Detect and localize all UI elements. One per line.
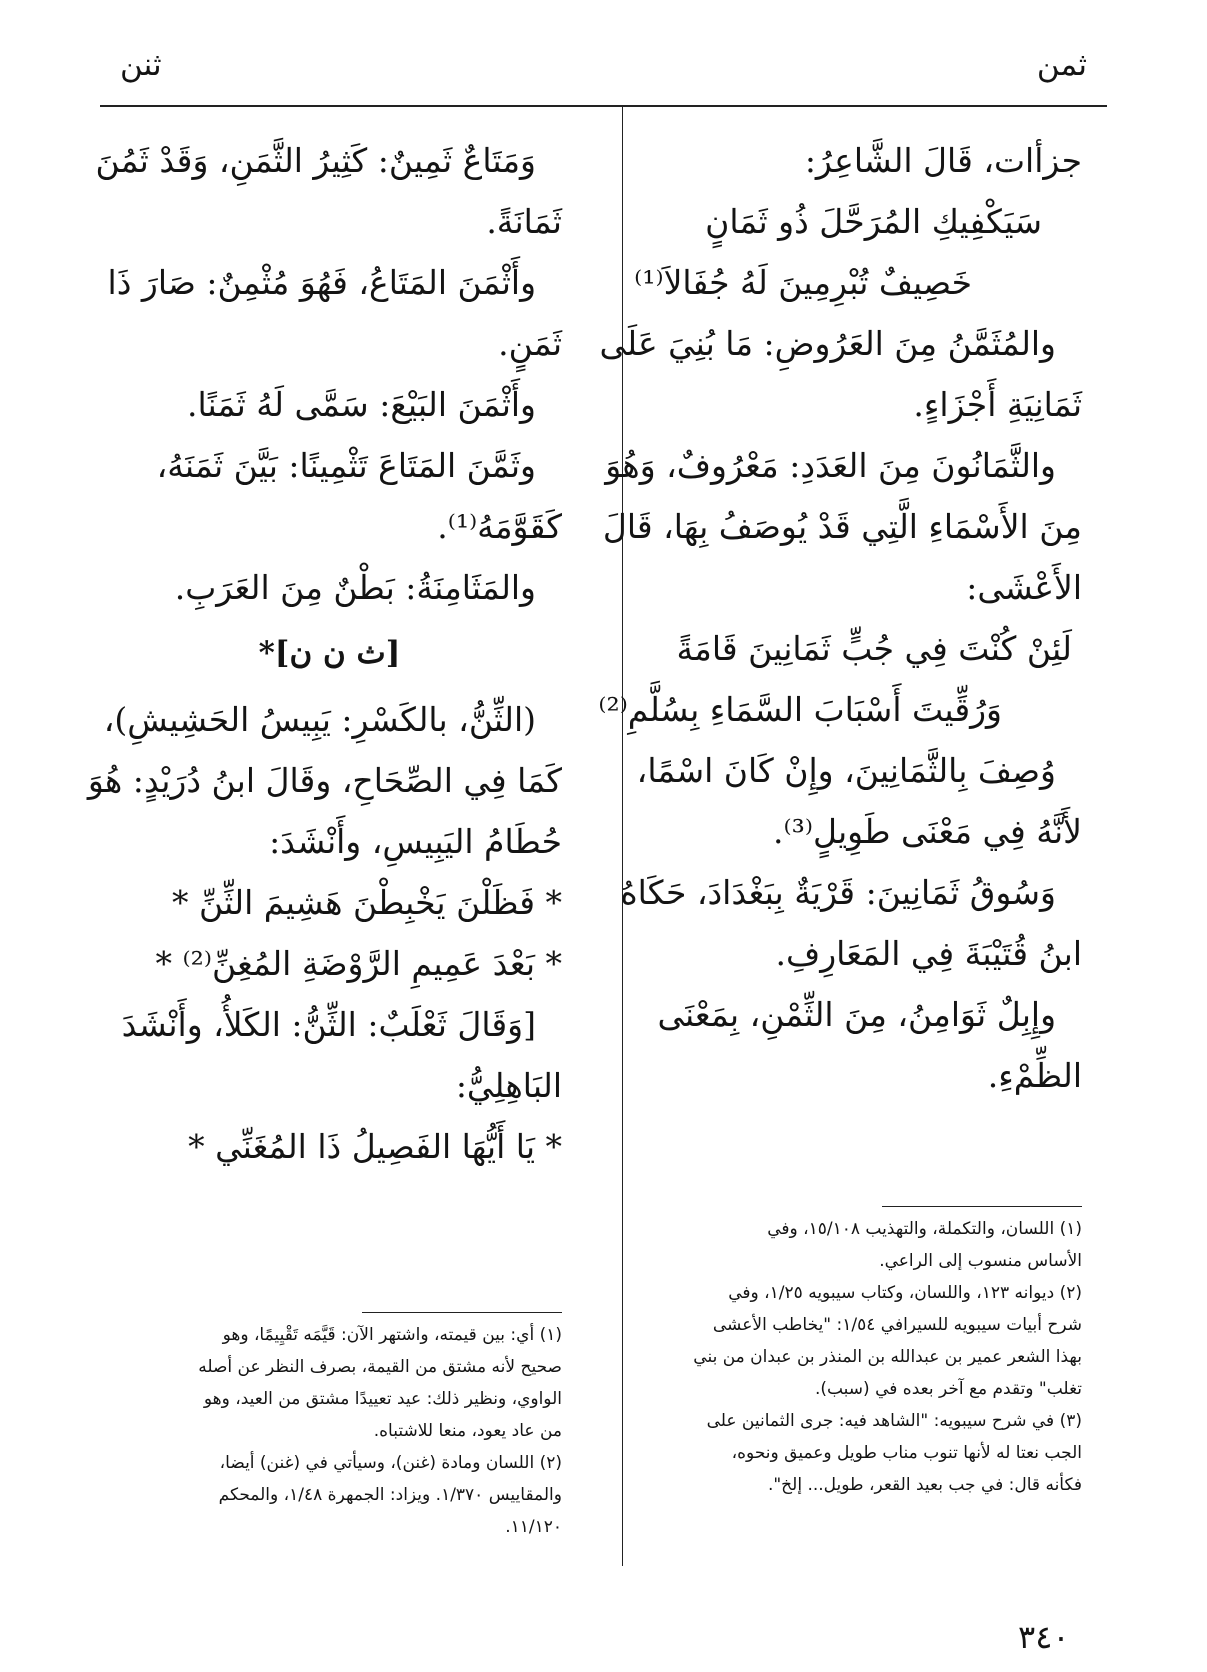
verse-line: لَئِنْ كُنْتَ فِي جُبٍّ ثَمَانِينَ قَامَةً bbox=[676, 629, 1072, 668]
footnote-line: الجب نعتا له لأنها تنوب مناب طويل وعميق ونحوه، bbox=[731, 1443, 1082, 1463]
text-line: وأَثْمَنَ المَتَاعُ، فَهُوَ مُثْمِنٌ: صَارَ ذَا bbox=[107, 263, 536, 302]
text-line: وُصِفَ بِالثَّمَانِينَ، وإِنْ كَانَ اسْمًا، bbox=[636, 751, 1056, 790]
text-line: الظِّمْءِ. bbox=[987, 1056, 1082, 1095]
text-line: وَسُوقُ ثَمَانِينَ: قَرْيَةٌ بِبَغْدَادَ، حَكَاهُ bbox=[620, 873, 1056, 912]
footnote-rule-left bbox=[362, 1312, 562, 1313]
text-line: مِنَ الأَسْمَاءِ الَّتِي قَدْ يُوصَفُ بِهَا، قَالَ bbox=[602, 507, 1082, 546]
text-line: وثَمَّنَ المَتَاعَ تَثْمِينًا: بَيَّنَ ثَمَنَهُ، bbox=[156, 446, 536, 485]
text-line: البَاهِلِيُّ: bbox=[455, 1066, 562, 1105]
footnote-line: تغلب" وتقدم مع آخر بعده في (سبب). bbox=[814, 1379, 1082, 1399]
verse-line: * فَظَلْنَ يَخْبِطْنَ هَشِيمَ الثِّنِّ * bbox=[171, 883, 562, 922]
footnote-line: صحيح لأنه مشتق من القيمة، بصرف النظر عن أصله bbox=[198, 1357, 562, 1377]
text-line: [وَقَالَ ثَعْلَبٌ: الثِّنُّ: الكَلأُ، وأَنْشَدَ bbox=[121, 1005, 536, 1044]
text-line: وإِبِلٌ ثَوَامِنُ، مِنَ الثِّمْنِ، بِمَعْنَى bbox=[657, 995, 1056, 1034]
header-root-right: ثمن bbox=[1036, 47, 1087, 83]
footnote-line: والمقاييس ١/٣٧٠. ويزاد: الجمهرة ١/٤٨، والمحكم bbox=[218, 1485, 562, 1505]
text-line: جزأات، قَالَ الشَّاعِرُ: bbox=[804, 141, 1082, 180]
left-column bbox=[87, 130, 562, 1177]
verse-line: سَيَكْفِيكِ المُرَحَّلَ ذُو ثَمَانٍ bbox=[705, 202, 1042, 241]
text-line: والمُثَمَّنُ مِنَ العَرُوضِ: مَا بُنِيَ عَلَى bbox=[599, 324, 1056, 363]
text-line: ثَمَنٍ. bbox=[498, 324, 562, 363]
footnote-line: من عاد يعود، منعا للاشتباه. bbox=[373, 1421, 562, 1441]
text-line: والثَّمَانُونَ مِنَ العَدَدِ: مَعْرُوفٌ، وَهُوَ bbox=[605, 446, 1056, 485]
text-line: كَمَا فِي الصِّحَاحِ، وقَالَ ابنُ دُرَيْدٍ: هُوَ bbox=[87, 761, 562, 800]
text-line: كَقَوَّمَهُ⁽¹⁾. bbox=[437, 507, 562, 546]
text-line: ثَمَانَةً. bbox=[486, 202, 562, 241]
text-line: لأَنَّهُ فِي مَعْنَى طَوِيلٍ⁽³⁾. bbox=[773, 812, 1082, 851]
footnote-line: (١) أي: بين قيمته، واشتهر الآن: قَيَّمَه تَقْيِيمًا، وهو bbox=[222, 1325, 562, 1345]
footnotes-right bbox=[612, 1213, 1082, 1501]
verse-line: خَصِيفٌ تُبْرِمِينَ لَهُ جُفَالاَ⁽¹⁾ bbox=[634, 263, 972, 302]
footnote-line: فكأنه قال: في جب بعيد القعر، طويل... إلخ". bbox=[767, 1475, 1082, 1495]
verse-line: وَرُقِّيتَ أَسْبَابَ السَّمَاءِ بِسُلَّمِ⁽²⁾ bbox=[598, 690, 1002, 729]
text-line: (الثِّنُّ، بالكَسْرِ: يَبِيسُ الحَشِيشِ)، bbox=[103, 700, 536, 739]
text-line: ابنُ قُتَيْبَةَ فِي المَعَارِفِ. bbox=[775, 934, 1082, 973]
footnote-line: الأساس منسوب إلى الراعي. bbox=[879, 1251, 1082, 1271]
text-line: وأَثْمَنَ البَيْعَ: سَمَّى لَهُ ثَمَنًا. bbox=[186, 385, 536, 424]
page-number: ٣٤٠ bbox=[1018, 1618, 1070, 1656]
footnote-line: ١١/١٢٠. bbox=[505, 1517, 562, 1537]
text-line: والمَثَامِنَةُ: بَطْنٌ مِنَ العَرَبِ. bbox=[174, 568, 536, 607]
footnote-line: (٢) اللسان ومادة (غنن)، وسيأتي في (غنن) أيضا، bbox=[219, 1453, 562, 1473]
footnote-line: (٢) ديوانه ١٢٣، واللسان، وكتاب سيبويه ١/٢٥، وفي bbox=[728, 1283, 1082, 1303]
footnote-line: الواوي، ونظير ذلك: عيد تعييدًا مشتق من العيد، وهو bbox=[203, 1389, 562, 1409]
footnote-line: شرح أبيات سيبويه للسيرافي ١/٥٤: "يخاطب الأعشى bbox=[712, 1315, 1082, 1335]
footnotes-left bbox=[100, 1319, 562, 1543]
text-line: وَمَتَاعٌ ثَمِينٌ: كَثِيرُ الثَّمَنِ، وَقَدْ ثَمُنَ bbox=[95, 141, 536, 180]
footnote-line: بهذا الشعر عمير بن عبدالله بن المنذر بن عبدان من بني bbox=[693, 1347, 1082, 1367]
entry-heading: [ث ن ن]* bbox=[258, 635, 401, 671]
text-line: الأَعْشَى: bbox=[966, 568, 1082, 607]
footnote-line: (٣) في شرح سيبويه: "الشاهد فيه: جرى الثمانين على bbox=[706, 1411, 1082, 1431]
text-line: حُطَامُ اليَبِيسِ، وأَنْشَدَ: bbox=[269, 822, 562, 861]
header-root-left: ثنن bbox=[120, 47, 162, 83]
footnote-rule-right bbox=[882, 1206, 1082, 1207]
text-line: ثَمَانِيَةِ أَجْزَاءٍ. bbox=[913, 385, 1082, 424]
verse-line: * يَا أَيُّهَا الفَصِيلُ ذَا المُغَنِّي * bbox=[188, 1127, 562, 1166]
right-column bbox=[598, 130, 1082, 1106]
footnote-line: (١) اللسان، والتكملة، والتهذيب ١٥/١٠٨، وفي bbox=[767, 1219, 1082, 1239]
header-rule bbox=[100, 105, 1107, 107]
verse-line: * بَعْدَ عَمِيمِ الرَّوْضَةِ المُغِنِّ⁽²⁾ * bbox=[155, 944, 562, 983]
